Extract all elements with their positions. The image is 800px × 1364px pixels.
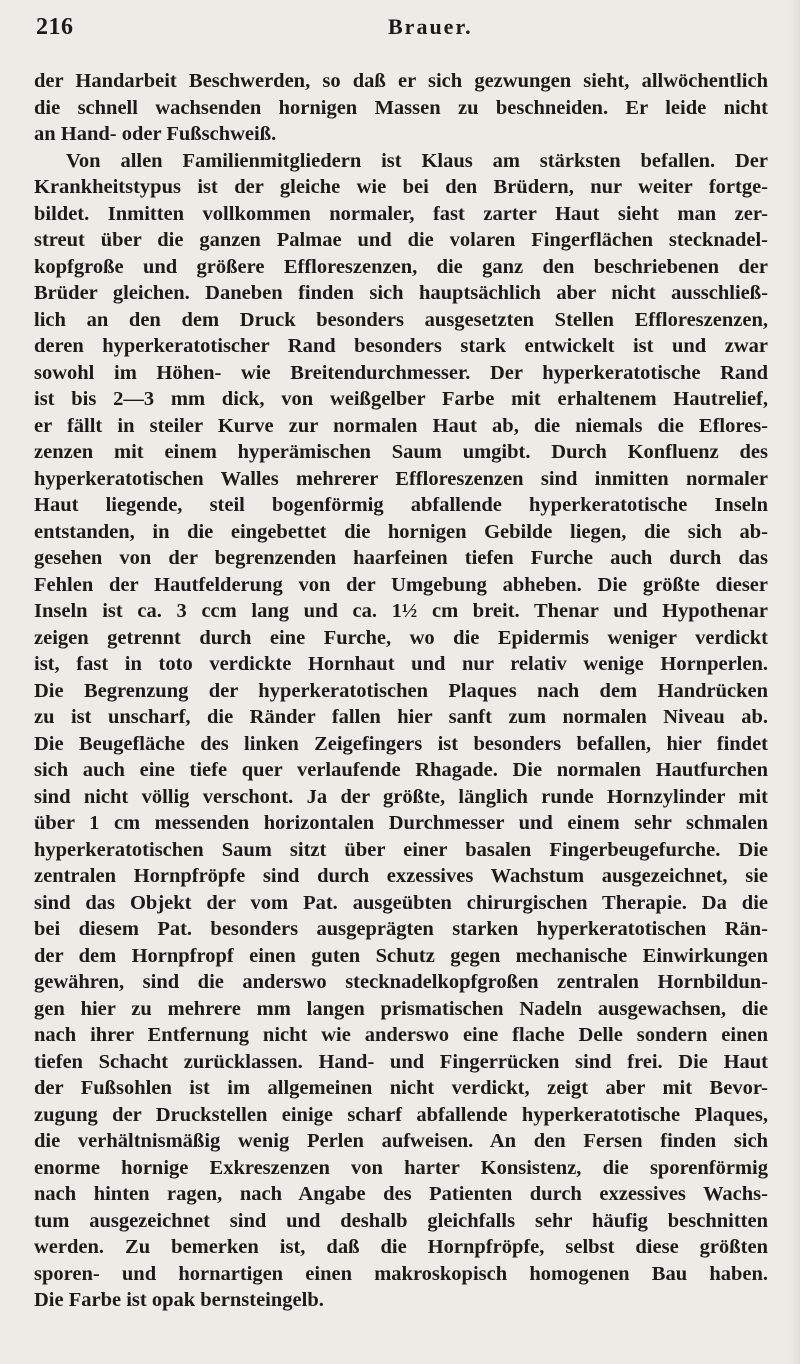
text-line: zugung der Druckstellen einige scharf abfallende hyperkeratotische Plaques, [34, 1103, 768, 1126]
text-line: tiefen Schacht zurücklassen. Hand- und Fingerrücken sind frei. Die Haut [34, 1050, 768, 1073]
text-line: deren hyperkeratotischer Rand besonders stark entwickelt ist und zwar [34, 335, 768, 357]
text-line: entstanden, in die eingebettet die hornigen Gebilde liegen, die sich ab- [34, 520, 768, 543]
text-line: die schnell wachsenden hornigen Massen zu beschneiden. Er leide nicht [34, 96, 768, 119]
text-line: enorme hornige Exkreszenzen von harter Konsistenz, die sporenförmig [34, 1156, 768, 1179]
text-line: zenzen mit einem hyperämischen Saum umgibt. Durch Konfluenz des [34, 441, 768, 463]
text-line: werden. Zu bemerken ist, daß die Hornpfröpfe, selbst diese größten [34, 1236, 768, 1258]
text-line: sind nicht völlig verschont. Ja der größte, länglich runde Hornzylinder mit [34, 785, 768, 808]
text-line: sind das Objekt der vom Pat. ausgeübten chirurgischen Therapie. Da die [34, 891, 768, 914]
text-line: zu ist unscharf, die Ränder fallen hier sanft zum normalen Niveau ab. [34, 706, 768, 728]
text-line: Brüder gleichen. Daneben finden sich hauptsächlich aber nicht ausschließ- [34, 282, 768, 304]
text-line: Inseln ist ca. 3 ccm lang und ca. 1½ cm breit. Thenar und Hypothenar [34, 600, 768, 622]
text-line: ist bis 2—3 mm dick, von weißgelber Farbe mit erhaltenem Hautrelief, [34, 388, 768, 410]
text-line: der Fußsohlen ist im allgemeinen nicht verdickt, zeigt aber mit Bevor- [34, 1077, 768, 1099]
text-line: kopfgroße und größere Effloreszenzen, die ganz den beschriebenen der [34, 255, 768, 278]
text-line: tum ausgezeichnet sind und deshalb gleichfalls sehr häufig beschnitten [34, 1209, 768, 1232]
text-line: hyperkeratotischen Saum sitzt über einer basalen Fingerbeugefurche. Die [34, 838, 768, 861]
text-line: er fällt in steiler Kurve zur normalen Haut ab, die niemals die Eflores- [34, 414, 768, 437]
text-line: bei diesem Pat. besonders ausgeprägten starken hyperkeratotischen Rän- [34, 918, 768, 940]
text-line: Fehlen der Hautfelderung von der Umgebung abheben. Die größte dieser [34, 573, 768, 596]
text-line: die verhältnismäßig wenig Perlen aufweisen. An den Fersen finden sich [34, 1130, 768, 1152]
text-line: gewähren, sind die anderswo stecknadelkopfgroßen zentralen Hornbildun- [34, 971, 768, 993]
text-line: über 1 cm messenden horizontalen Durchmesser und einem sehr schmalen [34, 812, 768, 834]
text-line: Krankheitstypus ist der gleiche wie bei den Brüdern, nur weiter fortge- [34, 176, 768, 198]
text-line: gen hier zu mehrere mm langen prismatischen Nadeln ausgewachsen, die [34, 997, 768, 1020]
page-number: 216 [36, 14, 74, 40]
page-header [36, 14, 766, 46]
body-text [34, 68, 768, 1314]
text-line: lich an den dem Druck besonders ausgesetzten Stellen Effloreszenzen, [34, 308, 768, 331]
running-head: Brauer. [388, 14, 473, 39]
text-line: Von allen Familienmitgliedern ist Klaus am stärksten befallen. Der [66, 149, 768, 172]
text-line: zeigen getrennt durch eine Furche, wo die Epidermis weniger verdickt [34, 626, 768, 649]
text-line: nach hinten ragen, nach Angabe des Patienten durch exzessives Wachs- [34, 1183, 768, 1205]
page-edge-shadow [790, 0, 800, 1364]
text-line: der Handarbeit Beschwerden, so daß er sich gezwungen sieht, allwöchentlich [34, 70, 768, 92]
text-line: sich auch eine tiefe quer verlaufende Rhagade. Die normalen Hautfurchen [34, 759, 768, 781]
text-line: Die Farbe ist opak bernsteingelb. [34, 1289, 324, 1311]
text-line: sporen- und hornartigen einen makroskopisch homogenen Bau haben. [34, 1262, 768, 1285]
text-line: sowohl im Höhen- wie Breitendurchmesser. Der hyperkeratotische Rand [34, 361, 768, 384]
text-line: der dem Hornpfropf einen guten Schutz gegen mechanische Einwirkungen [34, 944, 768, 967]
text-line: ist, fast in toto verdickte Hornhaut und nur relativ wenige Hornperlen. [34, 653, 768, 675]
text-line: Haut liegende, steil bogenförmig abfallende hyperkeratotische Inseln [34, 494, 768, 516]
text-line: gesehen von der begrenzenden haarfeinen tiefen Furche auch durch das [34, 547, 768, 569]
text-line: Die Begrenzung der hyperkeratotischen Plaques nach dem Handrücken [34, 679, 768, 702]
text-line: streut über die ganzen Palmae und die volaren Fingerflächen stecknadel- [34, 229, 768, 251]
text-line: an Hand- oder Fußschweiß. [34, 123, 277, 145]
text-line: zentralen Hornpfröpfe sind durch exzessives Wachstum ausgezeichnet, sie [34, 865, 768, 887]
text-line: bildet. Inmitten vollkommen normaler, fast zarter Haut sieht man zer- [34, 202, 768, 225]
text-line: nach ihrer Entfernung nicht wie anderswo eine flache Delle sondern einen [34, 1024, 768, 1046]
text-line: hyperkeratotischen Walles mehrerer Effloreszenzen sind inmitten normaler [34, 467, 768, 490]
text-line: Die Beugefläche des linken Zeigefingers ist besonders befallen, hier findet [34, 732, 768, 755]
